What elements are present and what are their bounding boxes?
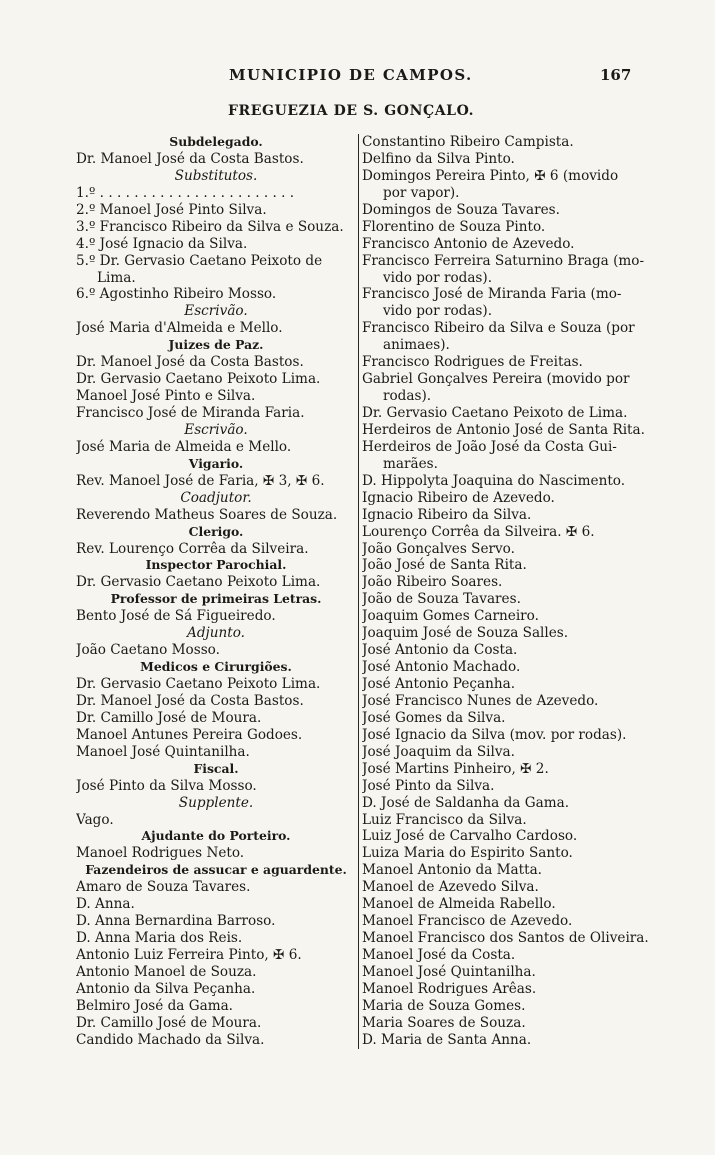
list-entry: Dr. Gervasio Caetano Peixoto Lima. xyxy=(76,676,321,692)
list-entry: Dr. Camillo José de Moura. xyxy=(76,1014,262,1031)
list-entry: vido por rodas). xyxy=(383,303,493,320)
list-entry: Manoel José Quintanilha. xyxy=(76,743,250,760)
section-heading: Clerigo. xyxy=(188,523,244,539)
list-entry: Manoel Francisco dos Santos de Oliveira. xyxy=(362,930,649,947)
section-heading: Fazendeiros de assucar e aguardente. xyxy=(85,862,347,878)
list-entry: Delfino da Silva Pinto. xyxy=(362,150,515,167)
list-entry: Dr. Gervasio Caetano Peixoto Lima. xyxy=(76,371,321,388)
section-heading: Inspector Parochial. xyxy=(145,557,287,573)
list-entry: Antonio da Silva Peçanha. xyxy=(76,980,256,997)
section-heading: Juizes de Paz. xyxy=(168,337,264,353)
list-entry: Manoel Antonio da Matta. xyxy=(362,862,543,879)
list-entry: Dr. Camillo José de Moura. xyxy=(76,709,262,726)
list-entry: José Antonio Machado. xyxy=(362,659,521,676)
list-entry: José Joaquim da Silva. xyxy=(362,743,515,760)
list-entry: Joaquim Gomes Carneiro. xyxy=(362,608,539,625)
left-column xyxy=(76,134,356,1049)
list-entry: Vago. xyxy=(76,811,114,828)
list-entry: rodas). xyxy=(383,388,432,405)
list-entry: 4.º José Ignacio da Silva. xyxy=(76,235,248,252)
list-entry: José Pinto da Silva. xyxy=(362,777,495,794)
list-entry: 5.º Dr. Gervasio Caetano Peixoto de xyxy=(76,252,323,269)
list-entry: Luiza Maria do Espirito Santo. xyxy=(362,845,573,862)
list-entry: animaes). xyxy=(383,337,450,354)
right-column xyxy=(358,134,650,1049)
list-entry: Reverendo Matheus Soares de Souza. xyxy=(76,506,338,523)
list-entry: Manoel Rodrigues Neto. xyxy=(76,845,245,862)
list-entry: D. Anna Maria dos Reis. xyxy=(76,930,243,947)
running-header xyxy=(0,66,715,86)
section-heading: Coadjutor. xyxy=(180,489,252,506)
section-heading: Adjunto. xyxy=(187,625,245,642)
list-entry: Francisco Rodrigues de Freitas. xyxy=(362,354,583,371)
list-entry: Manoel Rodrigues Arêas. xyxy=(362,980,537,997)
list-entry: José Maria d'Almeida e Mello. xyxy=(76,320,283,337)
list-entry: Francisco Ribeiro da Silva e Souza (por xyxy=(362,320,635,337)
list-entry: D. José de Saldanha da Gama. xyxy=(362,794,570,811)
list-entry: Dr. Manoel José da Costa Bastos. xyxy=(76,692,304,709)
list-entry: José Gomes da Silva. xyxy=(362,709,506,726)
list-entry: Lima. xyxy=(97,269,136,286)
list-entry: Amaro de Souza Tavares. xyxy=(76,879,251,896)
list-entry: Antonio Luiz Ferreira Pinto, ✠ 6. xyxy=(76,947,302,963)
list-entry: Manoel Antunes Pereira Godoes. xyxy=(76,726,303,743)
list-entry: 6.º Agostinho Ribeiro Mosso. xyxy=(76,286,277,303)
section-heading: Vigario. xyxy=(188,455,244,471)
list-entry: José Pinto da Silva Mosso. xyxy=(76,777,257,794)
list-entry: José Antonio Peçanha. xyxy=(362,676,516,692)
list-entry: Dr. Gervasio Caetano Peixoto Lima. xyxy=(76,574,321,591)
list-entry: Belmiro José da Gama. xyxy=(76,997,234,1014)
list-entry: 3.º Francisco Ribeiro da Silva e Souza. xyxy=(76,218,344,235)
list-entry: Francisco José de Miranda Faria. xyxy=(76,405,305,421)
list-entry: 2.º Manoel José Pinto Silva. xyxy=(76,201,267,218)
list-entry: Herdeiros de Antonio José de Santa Rita. xyxy=(362,421,645,438)
list-entry: Domingos de Souza Tavares. xyxy=(362,201,560,218)
section-heading: Supplente. xyxy=(178,794,254,811)
list-entry: Manoel de Almeida Rabello. xyxy=(362,896,556,913)
list-entry: João de Souza Tavares. xyxy=(362,591,521,608)
section-heading: Escrivão. xyxy=(184,303,248,320)
list-entry: D. Maria de Santa Anna. xyxy=(362,1031,532,1048)
list-entry: João Caetano Mosso. xyxy=(76,642,220,659)
list-entry: João Ribeiro Soares. xyxy=(362,574,503,591)
list-entry: Rev. Manoel José de Faria, ✠ 3, ✠ 6. xyxy=(76,472,325,489)
list-entry: Constantino Ribeiro Campista. xyxy=(362,134,574,150)
list-entry: Dr. Gervasio Caetano Peixoto de Lima. xyxy=(362,405,628,421)
list-entry: D. Anna. xyxy=(76,896,135,913)
section-heading: Ajudante do Porteiro. xyxy=(141,828,291,844)
list-entry: Gabriel Gonçalves Pereira (movido por xyxy=(362,371,630,388)
list-entry: Ignacio Ribeiro de Azevedo. xyxy=(362,489,555,506)
list-entry: Francisco Antonio de Azevedo. xyxy=(362,235,575,252)
list-entry: Dr. Manoel José da Costa Bastos. xyxy=(76,150,304,167)
list-entry: José Ignacio da Silva (mov. por rodas). xyxy=(362,726,627,743)
list-entry: Manoel José Pinto e Silva. xyxy=(76,388,256,405)
page-title: MUNICIPIO DE CAMPOS. xyxy=(229,66,473,84)
page-number: 167 xyxy=(600,66,632,84)
list-entry: Antonio Manoel de Souza. xyxy=(76,963,257,980)
list-entry: José Maria de Almeida e Mello. xyxy=(76,438,292,455)
list-entry: Florentino de Souza Pinto. xyxy=(362,218,546,235)
list-entry: João Gonçalves Servo. xyxy=(362,540,515,557)
list-entry: Domingos Pereira Pinto, ✠ 6 (movido xyxy=(362,167,619,184)
list-entry: José Antonio da Costa. xyxy=(362,642,518,659)
list-entry: D. Anna Bernardina Barroso. xyxy=(76,913,276,930)
list-entry: Maria Soares de Souza. xyxy=(362,1014,526,1031)
list-entry: Joaquim José de Souza Salles. xyxy=(362,625,569,642)
list-entry: Manoel Francisco de Azevedo. xyxy=(362,913,573,930)
section-heading: Fiscal. xyxy=(193,760,239,776)
list-entry: D. Hippolyta Joaquina do Nascimento. xyxy=(362,472,626,489)
list-entry: Rev. Lourenço Corrêa da Silveira. xyxy=(76,540,309,557)
list-entry: Herdeiros de João José da Costa Gui- xyxy=(362,438,617,455)
list-entry: Luiz Francisco da Silva. xyxy=(362,811,527,828)
list-entry: marães. xyxy=(383,455,438,472)
list-entry: Ignacio Ribeiro da Silva. xyxy=(362,506,532,523)
list-entry: Dr. Manoel José da Costa Bastos. xyxy=(76,354,304,371)
list-entry: Francisco José de Miranda Faria (mo- xyxy=(362,286,622,303)
list-entry: Manoel José da Costa. xyxy=(362,947,516,963)
list-entry: Maria de Souza Gomes. xyxy=(362,997,526,1014)
list-entry: Bento José de Sá Figueiredo. xyxy=(76,608,276,625)
list-entry: Manoel José Quintanilha. xyxy=(362,963,536,980)
list-entry: João José de Santa Rita. xyxy=(362,557,527,574)
list-entry: 1.º . . . . . . . . . . . . . . . . . . . . . . . xyxy=(76,184,295,201)
list-entry: Luiz José de Carvalho Cardoso. xyxy=(362,828,578,845)
section-heading: Professor de primeiras Letras. xyxy=(110,591,322,607)
list-entry: José Martins Pinheiro, ✠ 2. xyxy=(362,760,549,777)
section-heading: Substitutos. xyxy=(174,167,258,184)
list-entry: Francisco Ferreira Saturnino Braga (mo- xyxy=(362,252,645,269)
section-heading: Escrivão. xyxy=(184,421,248,438)
section-title: FREGUEZIA DE S. GONÇALO. xyxy=(228,103,475,119)
section-heading: Medicos e Cirurgiões. xyxy=(140,659,292,675)
section-heading: Subdelegado. xyxy=(169,134,263,149)
list-entry: Candido Machado da Silva. xyxy=(76,1031,265,1048)
list-entry: Manoel de Azevedo Silva. xyxy=(362,879,539,896)
list-entry: Lourenço Corrêa da Silveira. ✠ 6. xyxy=(362,523,595,540)
list-entry: José Francisco Nunes de Azevedo. xyxy=(362,692,599,709)
list-entry: por vapor). xyxy=(383,184,460,201)
list-entry: vido por rodas). xyxy=(383,269,493,286)
